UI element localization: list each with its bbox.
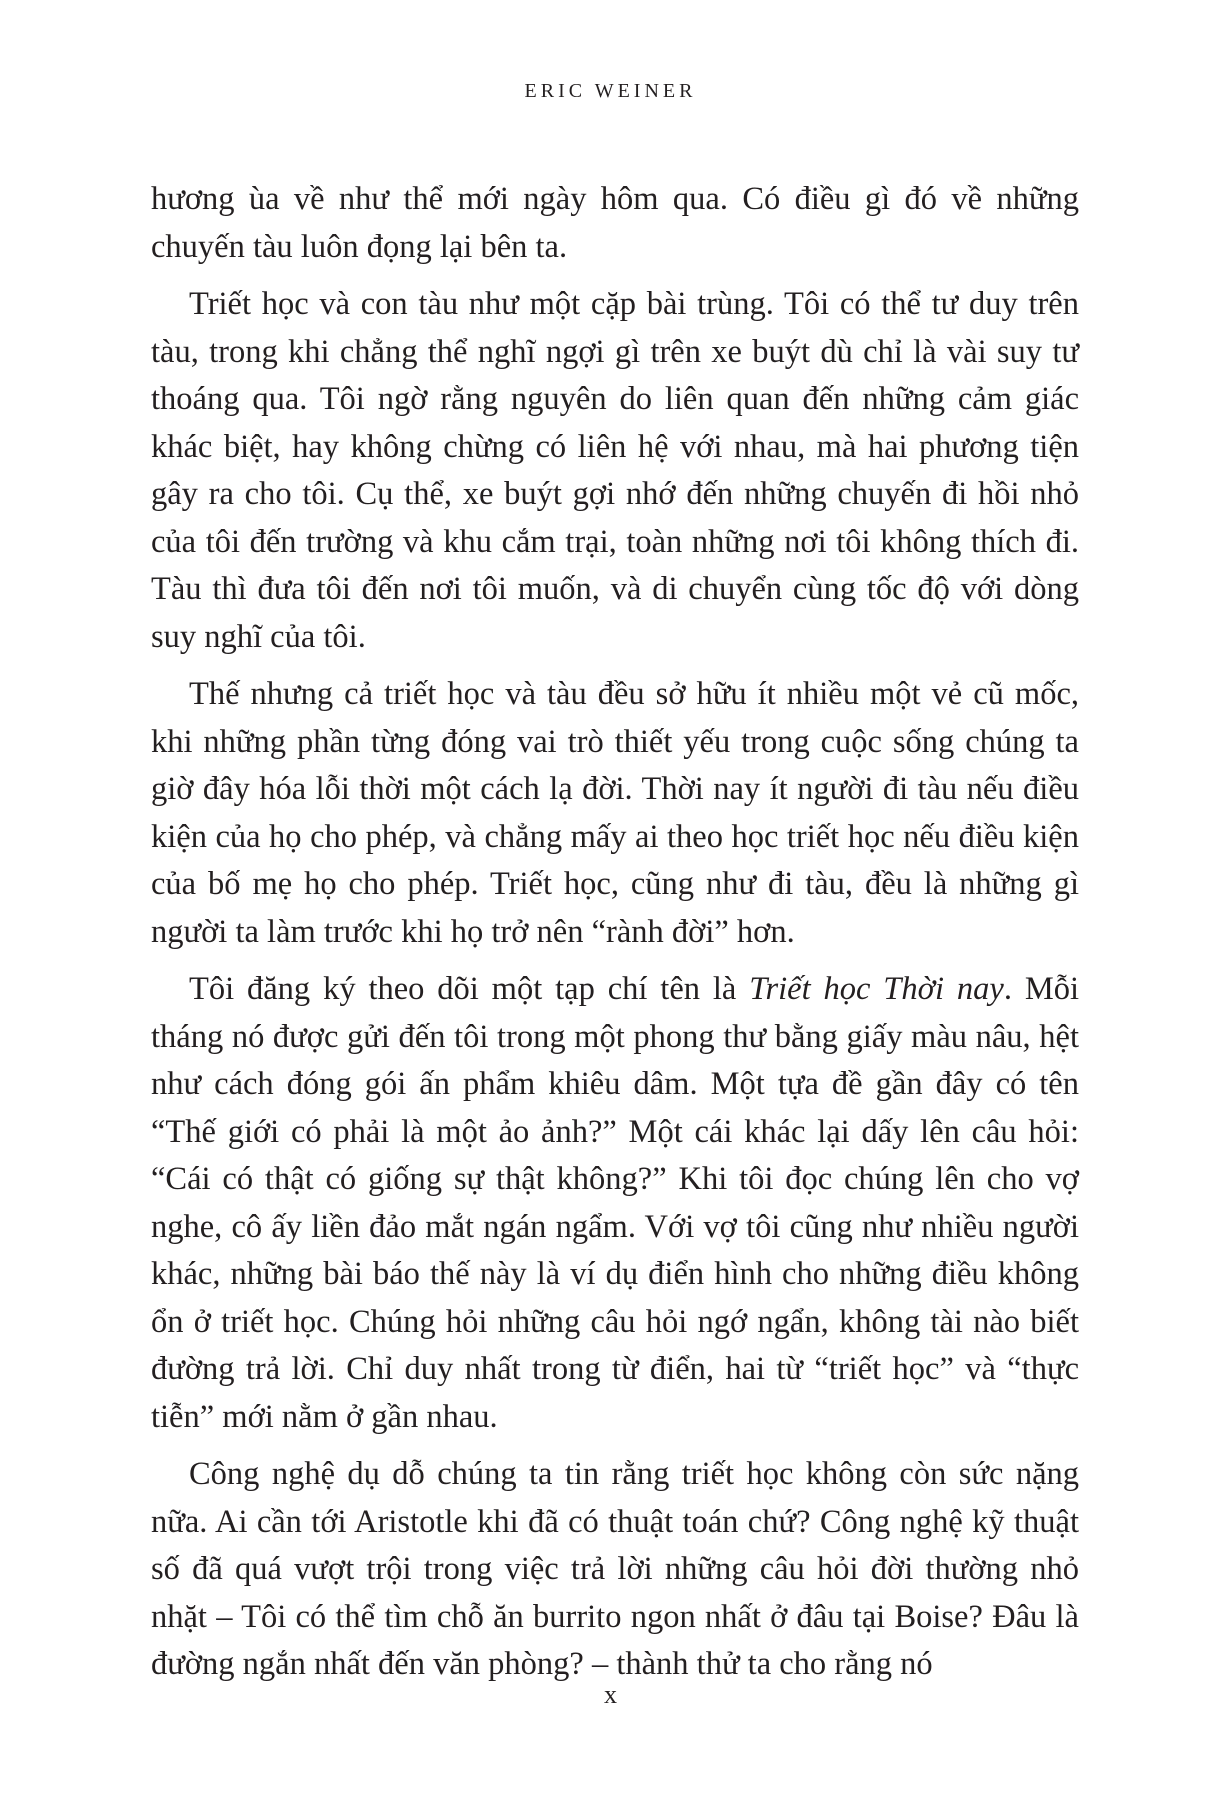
- paragraph-technology: Công nghệ dụ dỗ chúng ta tin rằng triết học không còn sức nặng nữa. Ai cần tới Aristotle khi đã có thuật toán chứ? Công nghệ kỹ thuật số đã quá vượt trội trong việc trả lời những câu hỏi đời thường nhỏ nhặt – Tôi có thể tìm chỗ ăn burrito ngon nhất ở đâu tại Boise? Đâu là đường ngắn nhất đến văn phòng? – thành thử ta cho rằng nó: [151, 1456, 1079, 1682]
- paragraph-outdated: Thế nhưng cả triết học và tàu đều sở hữu ít nhiều một vẻ cũ mốc, khi những phần từng đóng vai trò thiết yếu trong cuộc sống chúng ta giờ đây hóa lỗi thời một cách lạ đời. Thời nay ít người đi tàu nếu điều kiện của họ cho phép, và chẳng mấy ai theo học triết học nếu điều kiện của bố mẹ họ cho phép. Triết học, cũng như đi tàu, đều là những gì người ta làm trước khi họ trở nên “rành đời” hơn.: [151, 676, 1079, 950]
- magazine-text-before: Tôi đăng ký theo dõi một tạp chí tên là: [189, 971, 750, 1007]
- magazine-text-after: . Mỗi tháng nó được gửi đến tôi trong một phong thư bằng giấy màu nâu, hệt như cách đóng gói ấn phẩm khiêu dâm. Một tựa đề gần đây có tên “Thế giới có phải là một ảo ảnh?” Một cái khác lại dấy lên câu hỏi: “Cái có thật có giống sự thật không?” Khi tôi đọc chúng lên cho vợ nghe, cô ấy liền đảo mắt ngán ngẩm. Với vợ tôi cũng như nhiều người khác, những bài báo thế này là ví dụ điển hình cho những điều không ổn ở triết học. Chúng hỏi những câu hỏi ngớ ngẩn, không tài nào biết đường trả lời. Chỉ duy nhất trong từ điển, hai từ “triết học” và “thực tiễn” mới nằm ở gần nhau.: [151, 971, 1079, 1435]
- paragraph-continuation: hương ùa về như thể mới ngày hôm qua. Có điều gì đó về những chuyến tàu luôn đọng lại bên ta.: [151, 181, 1079, 265]
- body-text: [151, 176, 1079, 1689]
- page-number: x: [604, 1680, 617, 1709]
- running-head: ERIC WEINER: [524, 80, 697, 102]
- magazine-title: Triết học Thời nay: [749, 971, 1004, 1007]
- paragraph-philosophy-and-trains: Triết học và con tàu như một cặp bài trùng. Tôi có thể tư duy trên tàu, trong khi chẳng thể nghĩ ngợi gì trên xe buýt dù chỉ là vài suy tư thoáng qua. Tôi ngờ rằng nguyên do liên quan đến những cảm giác khác biệt, hay không chừng có liên hệ với nhau, mà hai phương tiện gây ra cho tôi. Cụ thể, xe buýt gợi nhớ đến những chuyến đi hồi nhỏ của tôi đến trường và khu cắm trại, toàn những nơi tôi không thích đi. Tàu thì đưa tôi đến nơi tôi muốn, và di chuyển cùng tốc độ với dòng suy nghĩ của tôi.: [151, 286, 1079, 655]
- paragraph-magazine: [151, 966, 1079, 1441]
